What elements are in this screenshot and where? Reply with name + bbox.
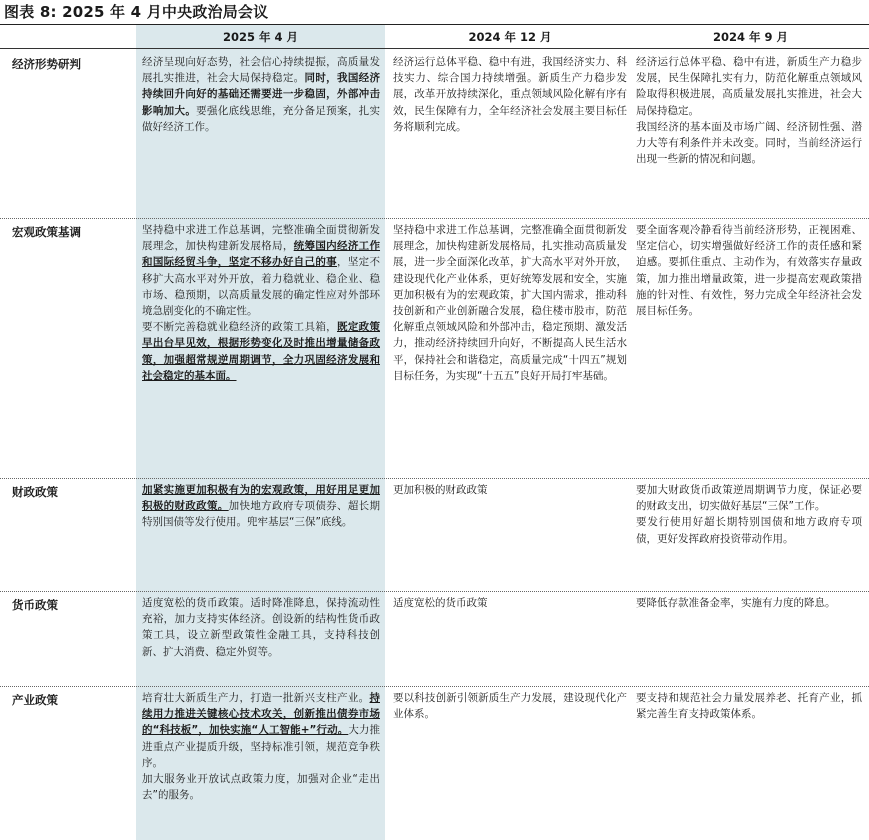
cell-paragraph bbox=[393, 690, 627, 722]
cell-paragraph bbox=[636, 482, 862, 514]
cell-industrial-policy-2024-dec bbox=[393, 690, 627, 722]
cell-paragraph bbox=[636, 514, 862, 546]
cell-industrial-policy-2025-apr bbox=[142, 690, 380, 803]
cell-paragraph bbox=[142, 319, 380, 384]
row-divider bbox=[0, 218, 869, 219]
cell-monetary-policy-2025-apr bbox=[142, 595, 380, 660]
column-header-2025-apr: 2025 年 4 月 bbox=[222, 30, 299, 44]
cell-economic-assessment-2024-dec bbox=[393, 54, 627, 135]
row-divider bbox=[0, 591, 869, 592]
cell-fiscal-policy-2024-sep bbox=[636, 482, 862, 547]
body-text: 我国经济的基本面及市场广阔、经济韧性强、潜力大等有利条件并未改变。同时，当前经济运行出现一些新的情况和问题。 bbox=[636, 120, 862, 166]
figure-title: 图表 8: 2025 年 4 月中央政治局会议 bbox=[4, 3, 269, 21]
cell-paragraph bbox=[393, 595, 627, 611]
body-text: 坚持稳中求进工作总基调，完整准确全面贯彻新发展理念，加快构建新发展格局，扎实推动高质量发展，进一步全面深化改革，扩大高水平对外开放，建设现代化产业体系，更好统筹发展和安全，实施更加积极有为的宏观政策，扩大国内需求，推动科技创新和产业创新融合发展，稳住楼市股市，防范化解重点领域风险和外部冲击，稳定预期、激发活力，推动经济持续回升向好，不断提高人民生活水平，保持社会和谐稳定，高质量完成“十四五”规划目标任务，为实现“十五五”良好开局打牢基础。 bbox=[393, 224, 627, 382]
row-divider bbox=[0, 686, 869, 687]
emphasis-text: 统筹国内经济工作和国际经贸斗争，坚定不移办好自己的事 bbox=[142, 240, 381, 269]
cell-economic-assessment-2024-sep bbox=[636, 54, 862, 167]
emphasis-text: 持续用力推进关键核心技术攻关，创新推出债券市场的“科技板”，加快实施“人工智能+”行动。 bbox=[142, 692, 380, 737]
cell-fiscal-policy-2024-dec bbox=[393, 482, 627, 498]
row-label-monetary-policy: 货币政策 bbox=[12, 598, 58, 612]
cell-industrial-policy-2024-sep bbox=[636, 690, 862, 722]
emphasis-text: 既定政策早出台早见效，根据形势变化及时推出增量储备政策，加强超常规逆周期调节，全力巩固经济发展和社会稳定的基本面。 bbox=[142, 321, 380, 382]
cell-paragraph bbox=[636, 690, 862, 722]
body-text: 要强化底线思维，充分备足预案，扎实做好经济工作。 bbox=[142, 104, 381, 133]
cell-monetary-policy-2024-sep bbox=[636, 595, 862, 611]
body-text: 培育壮大新质生产力，打造一批新兴支柱产业。 bbox=[142, 692, 370, 704]
cell-macro-policy-2024-sep bbox=[636, 222, 862, 319]
body-text: 更加积极的财政政策 bbox=[393, 484, 488, 496]
title-rule bbox=[0, 24, 869, 25]
body-text: 要全面客观冷静看待当前经济形势，正视困难、坚定信心，切实增强做好经济工作的责任感和紧迫感。要抓住重点、主动作为，有效落实存量政策，加力推出增量政策，进一步提高宏观政策措施的针对性、有效性，努力完成全年经济社会发展目标任务。 bbox=[636, 224, 862, 318]
row-label-economic-assessment: 经济形势研判 bbox=[12, 57, 81, 71]
cell-paragraph bbox=[142, 771, 380, 803]
emphasis-text: 同时，我国经济持续回升向好的基础还需要进一步稳固，外部冲击影响加大。 bbox=[142, 72, 380, 117]
cell-paragraph bbox=[142, 54, 380, 135]
body-text: 适度宽松的货币政策。适时降准降息，保持流动性充裕，加力支持实体经济。创设新的结构性货币政策工具，设立新型政策性金融工具，支持科技创新、扩大消费、稳定外贸等。 bbox=[142, 597, 380, 658]
body-text: 要不断完善稳就业稳经济的政策工具箱， bbox=[142, 321, 337, 334]
body-text: 要加大财政货币政策逆周期调节力度，保证必要的财政支出，切实做好基层“三保”工作。 bbox=[636, 484, 862, 513]
row-divider bbox=[0, 478, 869, 479]
cell-macro-policy-2024-dec bbox=[393, 222, 627, 384]
cell-paragraph bbox=[636, 119, 862, 168]
cell-paragraph bbox=[636, 54, 862, 119]
header-rule bbox=[0, 48, 869, 49]
body-text: 加大服务业开放试点政策力度，加强对企业“走出去”的服务。 bbox=[142, 773, 380, 802]
cell-paragraph bbox=[636, 222, 862, 319]
body-text: 经济运行总体平稳、稳中有进，新质生产力稳步发展，民生保障扎实有力，防范化解重点领域风险取得积极进展，高质量发展扎实推进，社会大局保持稳定。 bbox=[636, 56, 862, 117]
cell-monetary-policy-2024-dec bbox=[393, 595, 627, 611]
body-text: 经济呈现向好态势，社会信心持续提振，高质量发展扎实推进，社会大局保持稳定。 bbox=[142, 56, 380, 85]
cell-economic-assessment-2025-apr bbox=[142, 54, 380, 135]
cell-fiscal-policy-2025-apr bbox=[142, 482, 380, 531]
body-text: ，坚定不移扩大高水平对外开放，着力稳就业、稳企业、稳市场、稳预期，以高质量发展的确定性应对外部环境急剧变化的不确定性。 bbox=[142, 256, 380, 318]
body-text: 经济运行总体平稳、稳中有进，我国经济实力、科技实力、综合国力持续增强。新质生产力稳步发展，改革开放持续深化，重点领域风险化解有序有效，民生保障有力，全年经济社会发展主要目标任务将顺利完成。 bbox=[393, 56, 627, 133]
row-label-industrial-policy: 产业政策 bbox=[12, 693, 58, 707]
row-label-fiscal-policy: 财政政策 bbox=[12, 485, 58, 499]
body-text: 大力推进重点产业提质升级，坚持标准引领，规范竞争秩序。 bbox=[142, 724, 381, 769]
cell-paragraph bbox=[393, 222, 627, 384]
cell-paragraph bbox=[142, 222, 380, 319]
cell-paragraph bbox=[393, 482, 627, 498]
cell-macro-policy-2025-apr bbox=[142, 222, 380, 384]
column-header-2024-sep: 2024 年 9 月 bbox=[712, 30, 789, 44]
row-label-macro-policy-tone: 宏观政策基调 bbox=[12, 225, 81, 239]
cell-paragraph bbox=[393, 54, 627, 135]
body-text: 要发行使用好超长期特别国债和地方政府专项债，更好发挥政府投资带动作用。 bbox=[636, 516, 862, 545]
cell-paragraph bbox=[142, 690, 380, 771]
column-header-2024-dec: 2024 年 12 月 bbox=[468, 30, 552, 44]
emphasis-text: 加紧实施更加积极有为的宏观政策，用好用足更加积极的财政政策。 bbox=[142, 484, 380, 513]
cell-paragraph bbox=[142, 595, 380, 660]
body-text: 坚持稳中求进工作总基调，完整准确全面贯彻新发展理念，加快构建新发展格局， bbox=[142, 224, 380, 253]
column-header-row bbox=[0, 26, 869, 48]
body-text: 要降低存款准备金率，实施有力度的降息。 bbox=[636, 597, 836, 609]
cell-paragraph bbox=[142, 482, 380, 531]
body-text: 适度宽松的货币政策 bbox=[393, 597, 488, 609]
body-text: 要支持和规范社会力量发展养老、托育产业，抓紧完善生育支持政策体系。 bbox=[636, 692, 862, 721]
body-text: 加快地方政府专项债券、超长期特别国债等发行使用。兜牢基层“三保”底线。 bbox=[142, 500, 381, 529]
cell-paragraph bbox=[636, 595, 862, 611]
body-text: 要以科技创新引领新质生产力发展，建设现代化产业体系。 bbox=[393, 692, 627, 721]
